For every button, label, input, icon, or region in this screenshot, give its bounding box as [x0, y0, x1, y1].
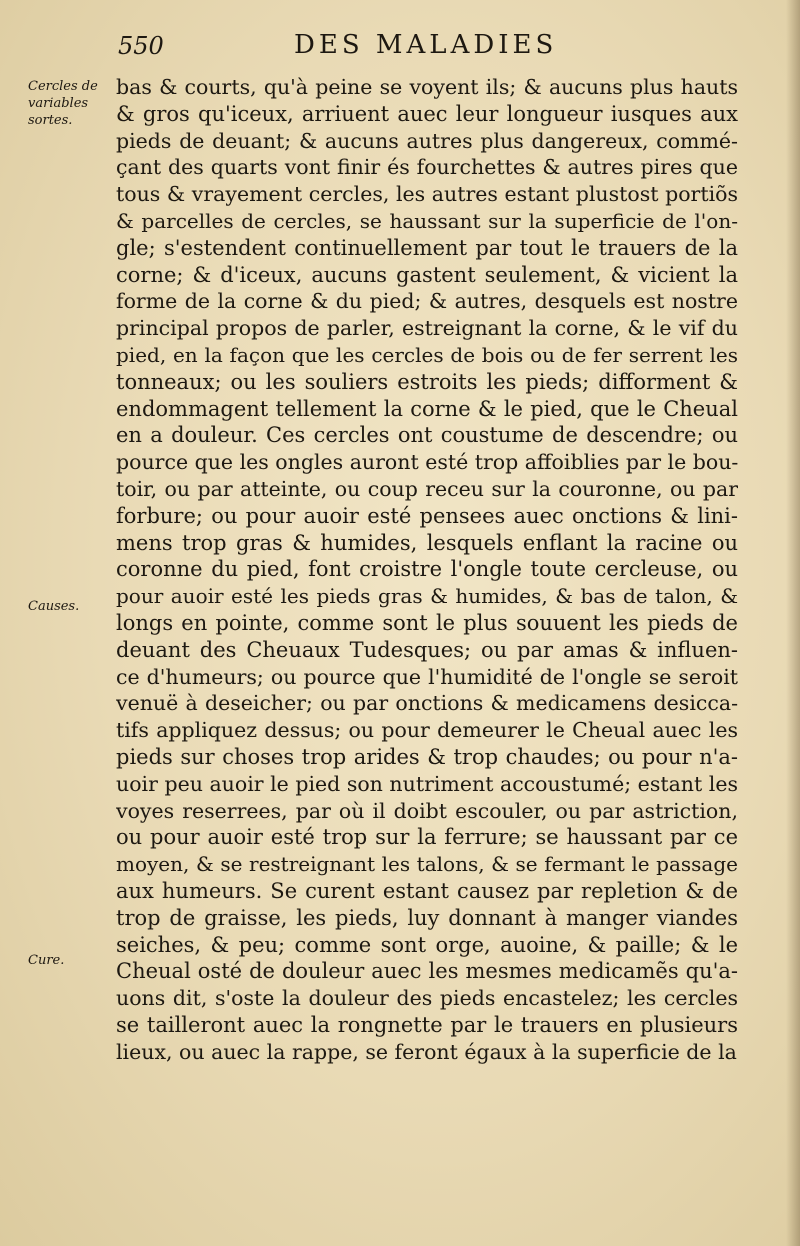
- page-edge-shadow: [786, 0, 800, 1246]
- text-line: se tailleront auec la rongnette par le trauers en plusieurs: [116, 1012, 738, 1037]
- text-line: en a douleur. Ces cercles ont coustume de descendre; ou: [116, 423, 738, 448]
- text-line: deuant des Cheuaux Tudesques; ou par amas & influen-: [116, 637, 738, 662]
- text-line: forbure; ou pour auoir esté pensees auec onctions & lini-: [116, 503, 738, 528]
- text-line: tonneaux; ou les souliers estroits les pieds; difforment &: [116, 369, 738, 394]
- text-line: toir, ou par atteinte, ou coup receu sur la couronne, ou par: [116, 476, 738, 501]
- text-line: trop de graisse, les pieds, luy donnant à manger viandes: [116, 905, 738, 930]
- text-line: lieux, ou auec la rappe, se feront égaux à la superficie de la: [116, 1039, 737, 1064]
- text-line: pour auoir esté les pieds gras & humides, & bas de talon, &: [116, 584, 738, 609]
- margin-note-cure: Cure.: [28, 953, 65, 968]
- text-line: corne; & d'iceux, aucuns gastent seulement, & vicient la: [116, 262, 738, 287]
- text-line: seiches, & peu; comme sont orge, auoine, & paille; & le: [116, 932, 738, 957]
- text-line: venuë à deseicher; ou par onctions & medicamens desicca-: [116, 691, 738, 716]
- margin-note-cercles: Cercles de variables sortes.: [28, 79, 98, 128]
- text-line: forme de la corne & du pied; & autres, desquels est nostre: [116, 289, 738, 314]
- text-line: pource que les ongles auront esté trop affoiblies par le bou-: [116, 450, 738, 475]
- text-line: voyes reserrees, par où il doibt escouler, ou par astriction,: [116, 798, 738, 823]
- text-line: çant des quarts vont finir és fourchettes & autres pires que: [116, 155, 738, 180]
- text-line: coronne du pied, font croistre l'ongle toute cercleuse, ou: [116, 557, 738, 582]
- margin-note-causes: Causes.: [28, 599, 80, 614]
- body-text: [116, 74, 738, 1065]
- page-header: [118, 28, 738, 68]
- text-line: endommagent tellement la corne & le pied, que le Cheual: [116, 396, 738, 421]
- text-line: pied, en la façon que les cercles de bois ou de fer serrent les: [116, 342, 738, 367]
- text-line: & parcelles de cercles, se haussant sur la superficie de l'on-: [116, 208, 738, 233]
- text-line: pieds sur choses trop arides & trop chaudes; ou pour n'a-: [116, 744, 738, 769]
- text-line: & gros qu'iceux, arriuent auec leur longueur iusques aux: [116, 101, 738, 126]
- text-line: tifs appliquez dessus; ou pour demeurer le Cheual auec les: [116, 718, 738, 743]
- text-line: bas & courts, qu'à peine se voyent ils; & aucuns plus hauts: [116, 75, 738, 99]
- running-title: DES MALADIES: [294, 30, 558, 60]
- text-line: aux humeurs. Se curent estant causez par repletion & de: [116, 878, 738, 903]
- text-line: uoir peu auoir le pied son nutriment accoustumé; estant les: [116, 771, 738, 796]
- page-number: 550: [118, 32, 164, 60]
- text-line: mens trop gras & humides, lesquels enflant la racine ou: [116, 530, 738, 555]
- text-line: ce d'humeurs; ou pource que l'humidité de l'ongle se seroit: [116, 664, 738, 689]
- text-line: principal propos de parler, estreignant la corne, & le vif du: [116, 316, 738, 341]
- text-line: longs en pointe, comme sont le plus souuent les pieds de: [116, 610, 738, 635]
- text-line: gle; s'estendent continuellement par tout le trauers de la: [116, 235, 738, 260]
- text-line: pieds de deuant; & aucuns autres plus dangereux, commé-: [116, 128, 738, 153]
- text-line: ou pour auoir esté trop sur la ferrure; se haussant par ce: [116, 825, 738, 850]
- text-line: uons dit, s'oste la douleur des pieds encastelez; les cercles: [116, 986, 738, 1011]
- text-line: Cheual osté de douleur auec les mesmes medicamẽs qu'a-: [116, 959, 738, 984]
- text-line: tous & vrayement cercles, les autres estant plustost portiõs: [116, 182, 738, 207]
- text-line: moyen, & se restreignant les talons, & se fermant le passage: [116, 852, 738, 877]
